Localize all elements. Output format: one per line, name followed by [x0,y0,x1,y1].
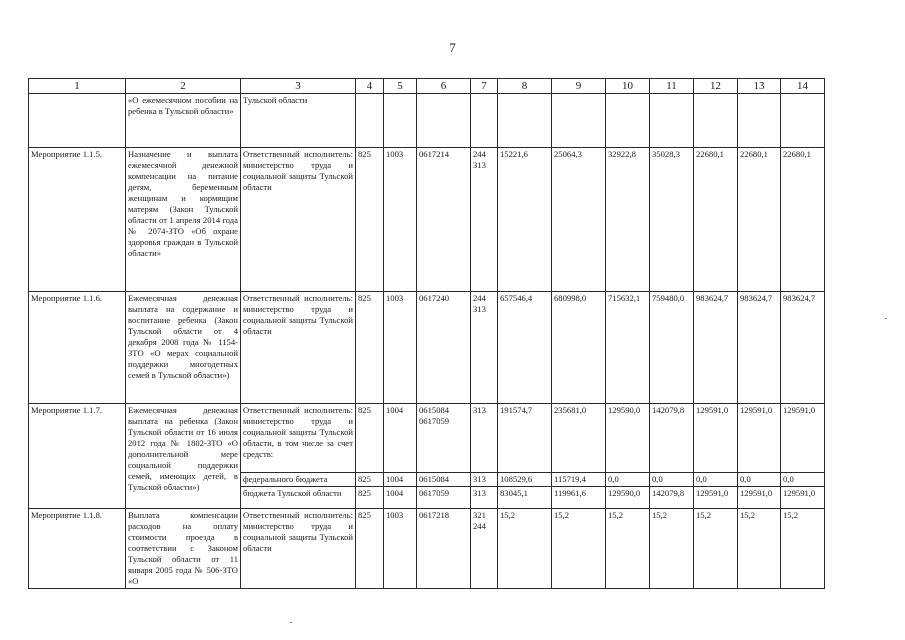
empty-cell [738,94,781,148]
cell-c13: 22680,1 [738,148,781,292]
cell-c5: 1004 [384,487,417,509]
cell-c13: 129591,0 [738,487,781,509]
column-header: 1 [29,79,126,94]
column-header: 7 [471,79,498,94]
cell-c11: 142079,8 [650,487,694,509]
executor-cell: Тульской области [241,94,356,148]
executor-cell: бюджета Тульской области [241,487,356,509]
table-row-activity-1-1-7 [29,404,825,473]
activity-label-cell: Мероприятие 1.1.7. [29,404,126,509]
cell-c5: 1004 [384,473,417,487]
empty-cell [650,94,694,148]
column-header: 4 [356,79,384,94]
cell-c14: 129591,0 [781,404,825,473]
cell-c10: 715632,1 [606,292,650,404]
cell-c14: 22680,1 [781,148,825,292]
cell-c11: 759480,0 [650,292,694,404]
cell-c5: 1004 [384,404,417,473]
table-row-activity-1-1-5 [29,148,825,292]
cell-c14: 15,2 [781,509,825,589]
executor-cell: федерального бюджета [241,473,356,487]
cell-c13: 983624,7 [738,292,781,404]
column-header: 12 [694,79,738,94]
activity-label-cell: Мероприятие 1.1.8. [29,509,126,589]
executor-cell: Ответственный исполнитель: министерство труда и социальной защиты Тульской области [241,509,356,589]
cell-c9: 119961,6 [552,487,606,509]
cell-c14: 129591,0 [781,487,825,509]
cell-c4: 825 [356,509,384,589]
cell-c6: 0617059 [417,487,471,509]
column-header: 2 [126,79,241,94]
table-row-activity-1-1-8 [29,509,825,589]
column-header: 3 [241,79,356,94]
cell-c11: 142079,8 [650,404,694,473]
cell-c6: 0615084 [417,473,471,487]
cell-c8: 108529,6 [498,473,552,487]
cell-c10: 129590,0 [606,487,650,509]
column-header: 6 [417,79,471,94]
cell-c6: 0615084 0617059 [417,404,471,473]
activity-name-cell: Ежемесячная денежная выплата на ребенка (Закон Тульской области от 16 июля 2012 года № 1802-ЗТО «О дополнительной мере социальной поддержки семей, имеющих детей, в Тульской области») [126,404,241,509]
program-activities-table [28,78,825,589]
cell-c9: 25064,3 [552,148,606,292]
cell-c13: 129591,0 [738,404,781,473]
cell-c9: 680998,0 [552,292,606,404]
cell-c12: 983624,7 [694,292,738,404]
column-header: 14 [781,79,825,94]
empty-cell [694,94,738,148]
empty-cell [552,94,606,148]
cell-c7: 313 [471,404,498,473]
empty-cell [356,94,384,148]
cell-c7: 313 [471,473,498,487]
table-row-continuation [29,94,825,148]
table-row-activity-1-1-6 [29,292,825,404]
cell-c10: 32922,8 [606,148,650,292]
activity-label-cell [29,94,126,148]
cell-c14: 0,0 [781,473,825,487]
cell-c8: 191574,7 [498,404,552,473]
cell-c5: 1003 [384,509,417,589]
cell-c4: 825 [356,487,384,509]
cell-c9: 15,2 [552,509,606,589]
cell-c10: 0,0 [606,473,650,487]
column-header: 9 [552,79,606,94]
cell-c8: 83045,1 [498,487,552,509]
cell-c7: 321 244 [471,509,498,589]
column-header: 10 [606,79,650,94]
cell-c8: 657546,4 [498,292,552,404]
cell-c6: 0617240 [417,292,471,404]
executor-cell: Ответственный исполнитель: министерство труда и социальной защиты Тульской области [241,292,356,404]
cell-c11: 15,2 [650,509,694,589]
cell-c7: 313 [471,487,498,509]
cell-c14: 983624,7 [781,292,825,404]
cell-c12: 22680,1 [694,148,738,292]
activity-label-cell: Мероприятие 1.1.5. [29,148,126,292]
cell-c7: 244 313 [471,292,498,404]
scan-speck [885,318,887,319]
cell-c10: 129590,0 [606,404,650,473]
activity-name-cell: «О ежемесячном пособии на ребенка в Тульской области» [126,94,241,148]
cell-c5: 1003 [384,148,417,292]
cell-c5: 1003 [384,292,417,404]
cell-c8: 15,2 [498,509,552,589]
empty-cell [781,94,825,148]
empty-cell [606,94,650,148]
empty-cell [471,94,498,148]
cell-c9: 235681,0 [552,404,606,473]
cell-c4: 825 [356,473,384,487]
activity-name-cell: Выплата компенсации расходов на оплату стоимости проезда в соответствии с Законом Тульской области от 11 января 2005 года № 506-ЗТО «О [126,509,241,589]
column-header: 8 [498,79,552,94]
page-number: 7 [449,40,456,55]
executor-cell: Ответственный исполнитель: министерство труда и социальной защиты Тульской области [241,148,356,292]
cell-c13: 15,2 [738,509,781,589]
cell-c12: 129591,0 [694,404,738,473]
column-header: 5 [384,79,417,94]
cell-c8: 15221,6 [498,148,552,292]
table-header-row [29,79,825,94]
cell-c6: 0617218 [417,509,471,589]
column-header: 11 [650,79,694,94]
empty-cell [417,94,471,148]
cell-c12: 15,2 [694,509,738,589]
cell-c13: 0,0 [738,473,781,487]
activity-label-cell: Мероприятие 1.1.6. [29,292,126,404]
cell-c11: 0,0 [650,473,694,487]
cell-c11: 35028,3 [650,148,694,292]
column-header: 13 [738,79,781,94]
activity-name-cell: Назначение и выплата ежемесячной денежной компенсации на питание детям, беременным женщинам и кормящим матерям (Закон Тульской области от 1 апреля 2014 года № 2074-ЗТО «Об охране здоровья граждан в Тульской области» [126,148,241,292]
cell-c4: 825 [356,404,384,473]
empty-cell [384,94,417,148]
cell-c7: 244 313 [471,148,498,292]
cell-c9: 115719,4 [552,473,606,487]
cell-c4: 825 [356,148,384,292]
cell-c12: 0,0 [694,473,738,487]
cell-c12: 129591,0 [694,487,738,509]
cell-c10: 15,2 [606,509,650,589]
cell-c6: 0617214 [417,148,471,292]
scan-speck [290,622,292,623]
activity-name-cell: Ежемесячная денежная выплата на содержание и воспитание ребенка (Закон Тульской области от 4 декабря 2008 года № 1154-ЗТО «О мерах социальной поддержки многодетных семей в Тульской области») [126,292,241,404]
executor-cell: Ответственный исполнитель: министерство труда и социальной защиты Тульской области, в том числе за счет средств: [241,404,356,473]
empty-cell [498,94,552,148]
cell-c4: 825 [356,292,384,404]
